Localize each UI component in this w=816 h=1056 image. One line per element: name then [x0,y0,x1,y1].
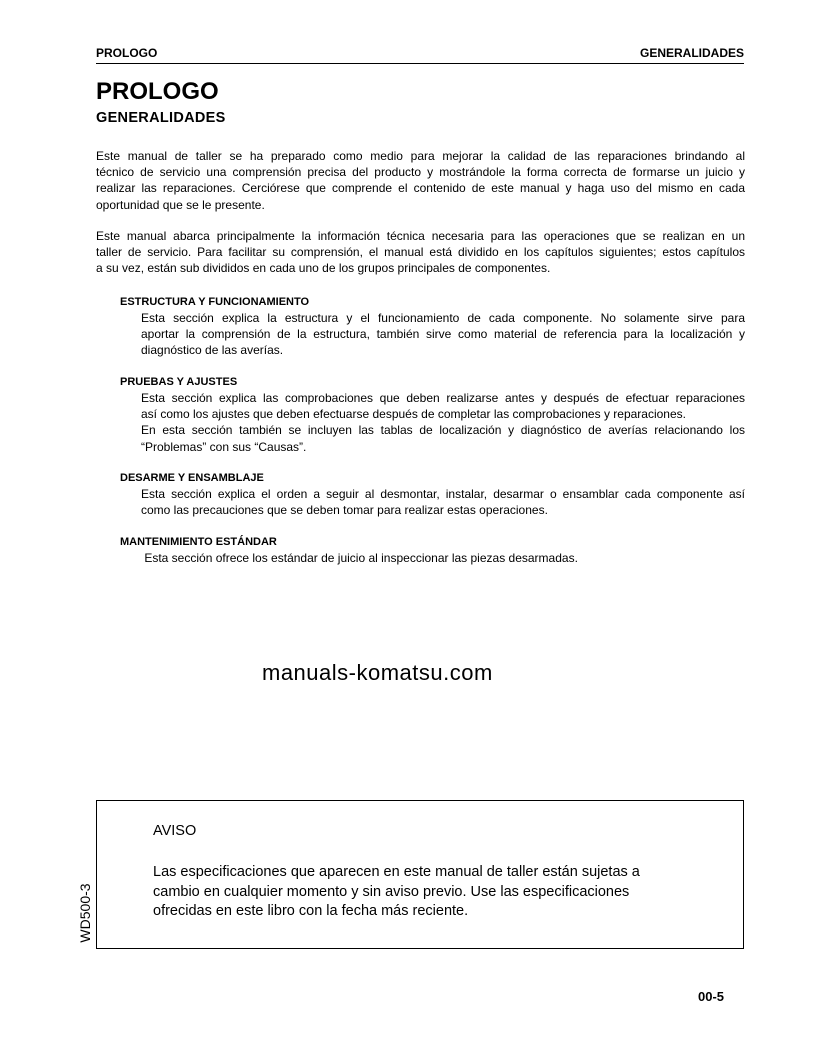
section-heading: DESARME Y ENSAMBLAJE [120,472,264,484]
text-line: En esta sección también se incluyen las tablas de localización y diagnóstico de averías relacionando los [141,423,745,438]
text-line: Esta sección ofrece los estándar de juicio al inspeccionar las piezas desarmadas. [141,551,578,565]
section-body [141,390,745,455]
text-line: ofrecidas en este libro con la fecha más reciente. [153,903,469,919]
paragraph-1 [96,148,745,213]
text-line: Esta sección explica las comprobaciones que deben realizarse antes y después de efectuar reparaciones [141,391,745,405]
text-line: así como los ajustes que deben efectuarse después de completar las comprobaciones y reparaciones. [141,407,686,422]
section-body [141,310,745,359]
text-line: oportunidad que se le presente. [96,197,265,212]
model-label: WD500-3 [77,883,93,943]
page-subtitle: GENERALIDADES [96,110,226,126]
text-line: Este manual de taller se ha preparado como medio para mejorar la calidad de las reparaciones brindando al [96,149,745,163]
section-heading: ESTRUCTURA Y FUNCIONAMIENTO [120,296,310,308]
text-line: aportar la comprensión de la estructura, también sirve como material de referencia para la localización y [141,327,745,342]
text-line: como las precauciones que se deben tomar para realizar estas operaciones. [141,503,548,518]
text-line: Esta sección explica la estructura y el funcionamiento de cada componente. No solamente sirve para [141,311,745,325]
text-line: Esta sección explica el orden a seguir al desmontar, instalar, desarmar o ensamblar cada componente así [141,487,745,501]
section-heading: MANTENIMIENTO ESTÁNDAR [120,536,277,548]
header-right: GENERALIDADES [639,46,744,60]
page-title: PROLOGO [96,78,219,105]
text-line: cambio en cualquier momento y sin aviso previo. Use las especificaciones [153,883,630,900]
text-line: diagnóstico de las averías. [141,343,284,358]
text-line: técnico de servicio una comprensión precisa del producto y mostrándole la forma correcta de formarse un juicio y [96,165,745,180]
notice-text [153,863,693,922]
notice-box [96,800,744,949]
header-rule [96,63,744,64]
header-left: PROLOGO [96,46,158,60]
text-line: “Problemas” con sus “Causas”. [141,439,307,454]
text-line: Las especificaciones que aparecen en este manual de taller están sujetas a [153,864,640,880]
text-line: a su vez, están sub divididos en cada uno de los grupos principales de componentes. [96,261,551,276]
notice-heading: AVISO [153,823,197,839]
page-number: 00-5 [698,989,725,1004]
section-body [141,486,745,518]
text-line: taller de servicio. Para facilitar su comprensión, el manual está dividido en los capítulos siguientes; estos capítulos [96,245,745,260]
section-body [141,550,745,566]
text-line: Este manual abarca principalmente la información técnica necesaria para las operaciones que se realizan en un [96,229,745,243]
text-line: realizar las reparaciones. Cerciórese que comprende el contenido de este manual y haga uso del mismo en cada [96,181,745,196]
watermark: manuals-komatsu.com [262,660,493,685]
paragraph-2 [96,228,745,277]
section-heading: PRUEBAS Y AJUSTES [120,376,238,388]
